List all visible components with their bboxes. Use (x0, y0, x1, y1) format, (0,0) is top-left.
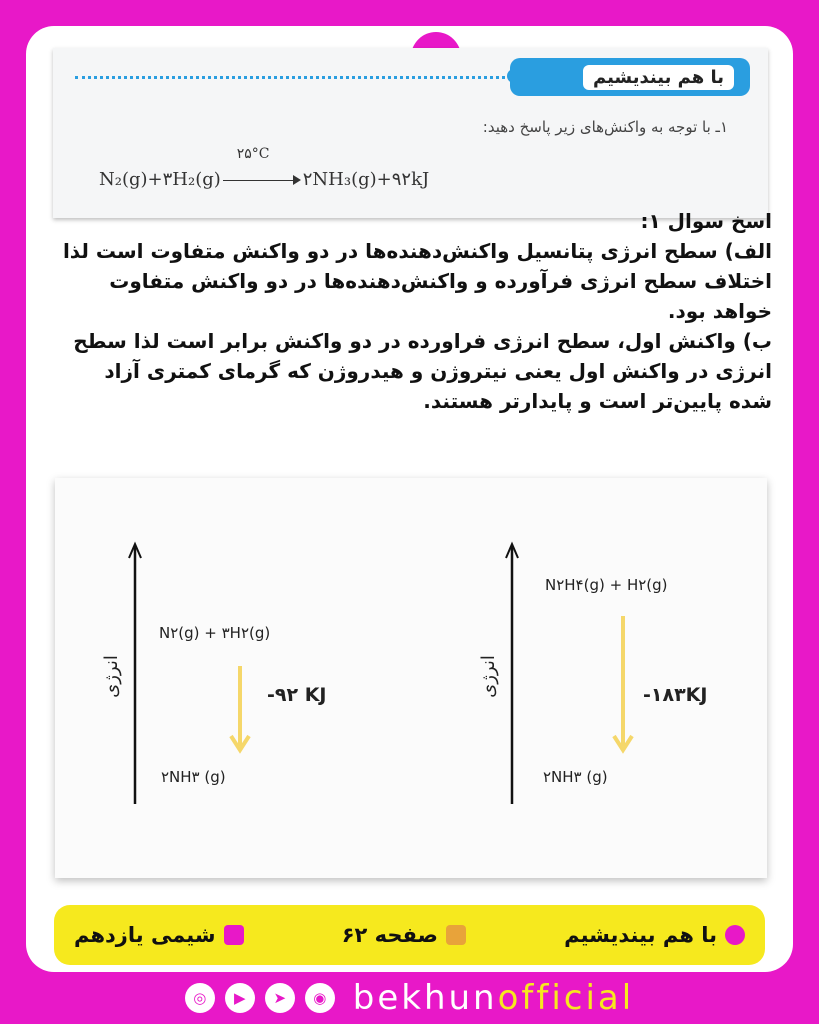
book-icon (446, 925, 466, 945)
brand-part2: official (497, 978, 635, 1018)
right-reactant: N۲H۴(g) + H۲(g) (545, 576, 668, 594)
bottom-section-label: با هم بیندیشیم (564, 923, 717, 947)
reaction-condition: ۲۵°C (236, 146, 270, 162)
diagram-arrows (55, 478, 767, 878)
left-reactant: N۲(g) + ۳H۲(g) (159, 624, 271, 642)
answer-text (56, 206, 772, 416)
graduation-cap-icon (224, 925, 244, 945)
answer-part-b: ب) واکنش اول، سطح انرژی فراورده در دو واکنش برابر است لذا سطح انرژی در واکنش اول یعنی نیتروژن و هیدروژن که گرمای کمتری آزاد شده پایین‌تر است و پایدارتر هستند. (73, 329, 772, 413)
equation-left: N₂(g)+۳H₂(g) (99, 169, 221, 190)
brand-part1: bekhun (352, 978, 498, 1018)
bottom-subject (74, 923, 244, 947)
header-dotted-line (75, 76, 505, 79)
youtube-icon[interactable]: ▶ (225, 983, 255, 1013)
brand-name[interactable] (353, 978, 634, 1018)
instagram-icon[interactable]: ◉ (305, 983, 335, 1013)
left-axis-label: انرژی (100, 655, 122, 698)
bottom-section (564, 923, 745, 947)
bottom-info-bar (54, 905, 765, 965)
reaction-equation (99, 146, 430, 190)
user-icon (725, 925, 745, 945)
reaction-arrow-icon (223, 146, 301, 190)
film-icon[interactable]: ◎ (185, 983, 215, 1013)
energy-diagrams (55, 478, 767, 878)
left-product: ۲NH۳ (g) (161, 768, 226, 786)
question-text: ۱ـ با توجه به واکنش‌های زیر پاسخ دهید: (482, 118, 728, 136)
footer (0, 972, 819, 1024)
bottom-page (342, 923, 466, 947)
right-delta-h: -۱۸۳KJ (643, 684, 708, 706)
right-product: ۲NH۳ (g) (543, 768, 608, 786)
section-header (510, 58, 750, 96)
left-delta-h: -۹۲ KJ (267, 684, 327, 706)
answer-part-a: الف) سطح انرژی پتانسیل واکنش‌دهنده‌ها در دو واکنش متفاوت است لذا اختلاف سطح انرژی فرآورده و واکنش‌دهنده‌ها در دو واکنش متفاوت خواهد بود. (62, 239, 772, 323)
bottom-page-label: صفحه ۶۲ (341, 923, 438, 947)
right-axis-label: انرژی (477, 655, 499, 698)
section-title: با هم بیندیشیم (583, 65, 734, 90)
bottom-subject-label: شیمی یازدهم (74, 923, 216, 947)
answer-title: اسخ سوال ۱: (640, 209, 772, 233)
equation-right: ۲NH₃(g)+۹۲kJ (302, 169, 430, 190)
book-excerpt (53, 48, 768, 218)
telegram-icon[interactable]: ➤ (265, 983, 295, 1013)
